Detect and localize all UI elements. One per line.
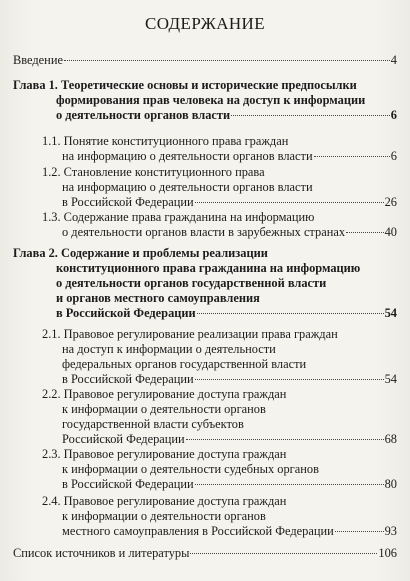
section-2-3-line-1: 2.3. Правовое регулирование доступа граждан [42, 447, 287, 461]
leader-dots [190, 553, 377, 554]
section-2-3-line-2: к информации о деятельности судебных органов [62, 462, 319, 476]
leader-dots [314, 156, 390, 157]
section-1-1-page: 6 [390, 149, 397, 163]
chapter-1-title-last-line: о деятельности органов власти [56, 108, 231, 122]
page-title: СОДЕРЖАНИЕ [144, 14, 266, 33]
toc-entry-references [13, 546, 397, 561]
chapter-2-title-last-line: в Российской Федерации [56, 306, 196, 320]
section-2-4-line-1: 2.4. Правовое регулирование доступа граждан [42, 494, 287, 508]
section-1-1-line-2 [62, 149, 397, 164]
leader-dots [231, 115, 390, 116]
section-2-4-line-3 [62, 524, 397, 539]
chapter-2-title-line-2: конституционного права гражданина на информацию [56, 261, 361, 275]
leader-dots [195, 202, 384, 203]
section-1-3-last-line: о деятельности органов власти в зарубежных странах [62, 225, 346, 239]
chapter-2-title-line-5 [56, 306, 397, 321]
section-2-1-line-1: 2.1. Правовое регулирование реализации права граждан [42, 327, 338, 341]
section-2-3-last-line: в Российской Федерации [62, 477, 194, 491]
section-2-1-page: 54 [384, 372, 397, 386]
leader-dots [195, 379, 384, 380]
section-2-1-line-4 [62, 372, 397, 387]
section-2-2-line-3: государственной власти субъектов [62, 417, 244, 431]
section-1-2-line-3 [62, 195, 397, 210]
section-2-1-line-3: федеральных органов государственной власти [62, 357, 307, 371]
toc-entry-intro [13, 53, 397, 68]
section-2-4-page: 93 [384, 524, 397, 538]
chapter-1-title-line-1: Глава 1. Теоретические основы и исторические предпосылки [13, 78, 357, 92]
section-2-2-line-4 [62, 432, 397, 447]
section-2-2-last-line: Российской Федерации [62, 432, 185, 446]
leader-dots [195, 484, 384, 485]
section-1-2-line-1: 1.2. Становление конституционного права [42, 165, 265, 179]
section-2-3-page: 80 [384, 477, 397, 491]
toc-entry-intro-page: 4 [390, 53, 397, 67]
section-1-1-line-1: 1.1. Понятие конституционного права граждан [42, 134, 289, 148]
section-2-4-line-2: к информации о деятельности органов [62, 509, 266, 523]
section-2-2-page: 68 [384, 432, 397, 446]
section-2-1-line-2: на доступ к информации о деятельности [62, 342, 276, 356]
chapter-2-title-line-1: Глава 2. Содержание и проблемы реализации [13, 246, 268, 260]
section-2-4-last-line: местного самоуправления в Российской Федерации [62, 524, 334, 538]
section-1-2-page: 26 [384, 195, 397, 209]
section-1-1-last-line: на информацию о деятельности органов власти [62, 149, 313, 163]
leader-dots [197, 313, 384, 314]
chapter-1-title-line-3 [56, 108, 397, 123]
section-2-2-line-1: 2.2. Правовое регулирование доступа граждан [42, 387, 287, 401]
leader-dots [335, 531, 384, 532]
chapter-1-title-line-2: формирования прав человека на доступ к информации [56, 93, 366, 107]
chapter-2-title-line-4: и органов местного самоуправления [56, 291, 260, 305]
section-1-2-last-line: в Российской Федерации [62, 195, 194, 209]
section-1-3-line-1: 1.3. Содержание права гражданина на информацию [42, 210, 315, 224]
section-2-3-line-3 [62, 477, 397, 492]
section-1-3-page: 40 [384, 225, 397, 239]
section-1-2-line-2: на информацию о деятельности органов власти [62, 180, 313, 194]
toc-entry-references-label: Список источников и литературы [13, 546, 190, 560]
section-2-1-last-line: в Российской Федерации [62, 372, 194, 386]
section-1-3-line-2 [62, 225, 397, 240]
toc-entry-intro-label: Введение [13, 53, 63, 67]
leader-dots [346, 232, 384, 233]
toc-entry-references-page: 106 [378, 546, 397, 560]
section-2-2-line-2: к информации о деятельности органов [62, 402, 266, 416]
chapter-1-page: 6 [390, 108, 397, 122]
leader-dots [186, 439, 384, 440]
chapter-2-page: 54 [384, 306, 397, 320]
leader-dots [64, 60, 390, 61]
chapter-2-title-line-3: о деятельности органов государственной власти [56, 276, 327, 290]
